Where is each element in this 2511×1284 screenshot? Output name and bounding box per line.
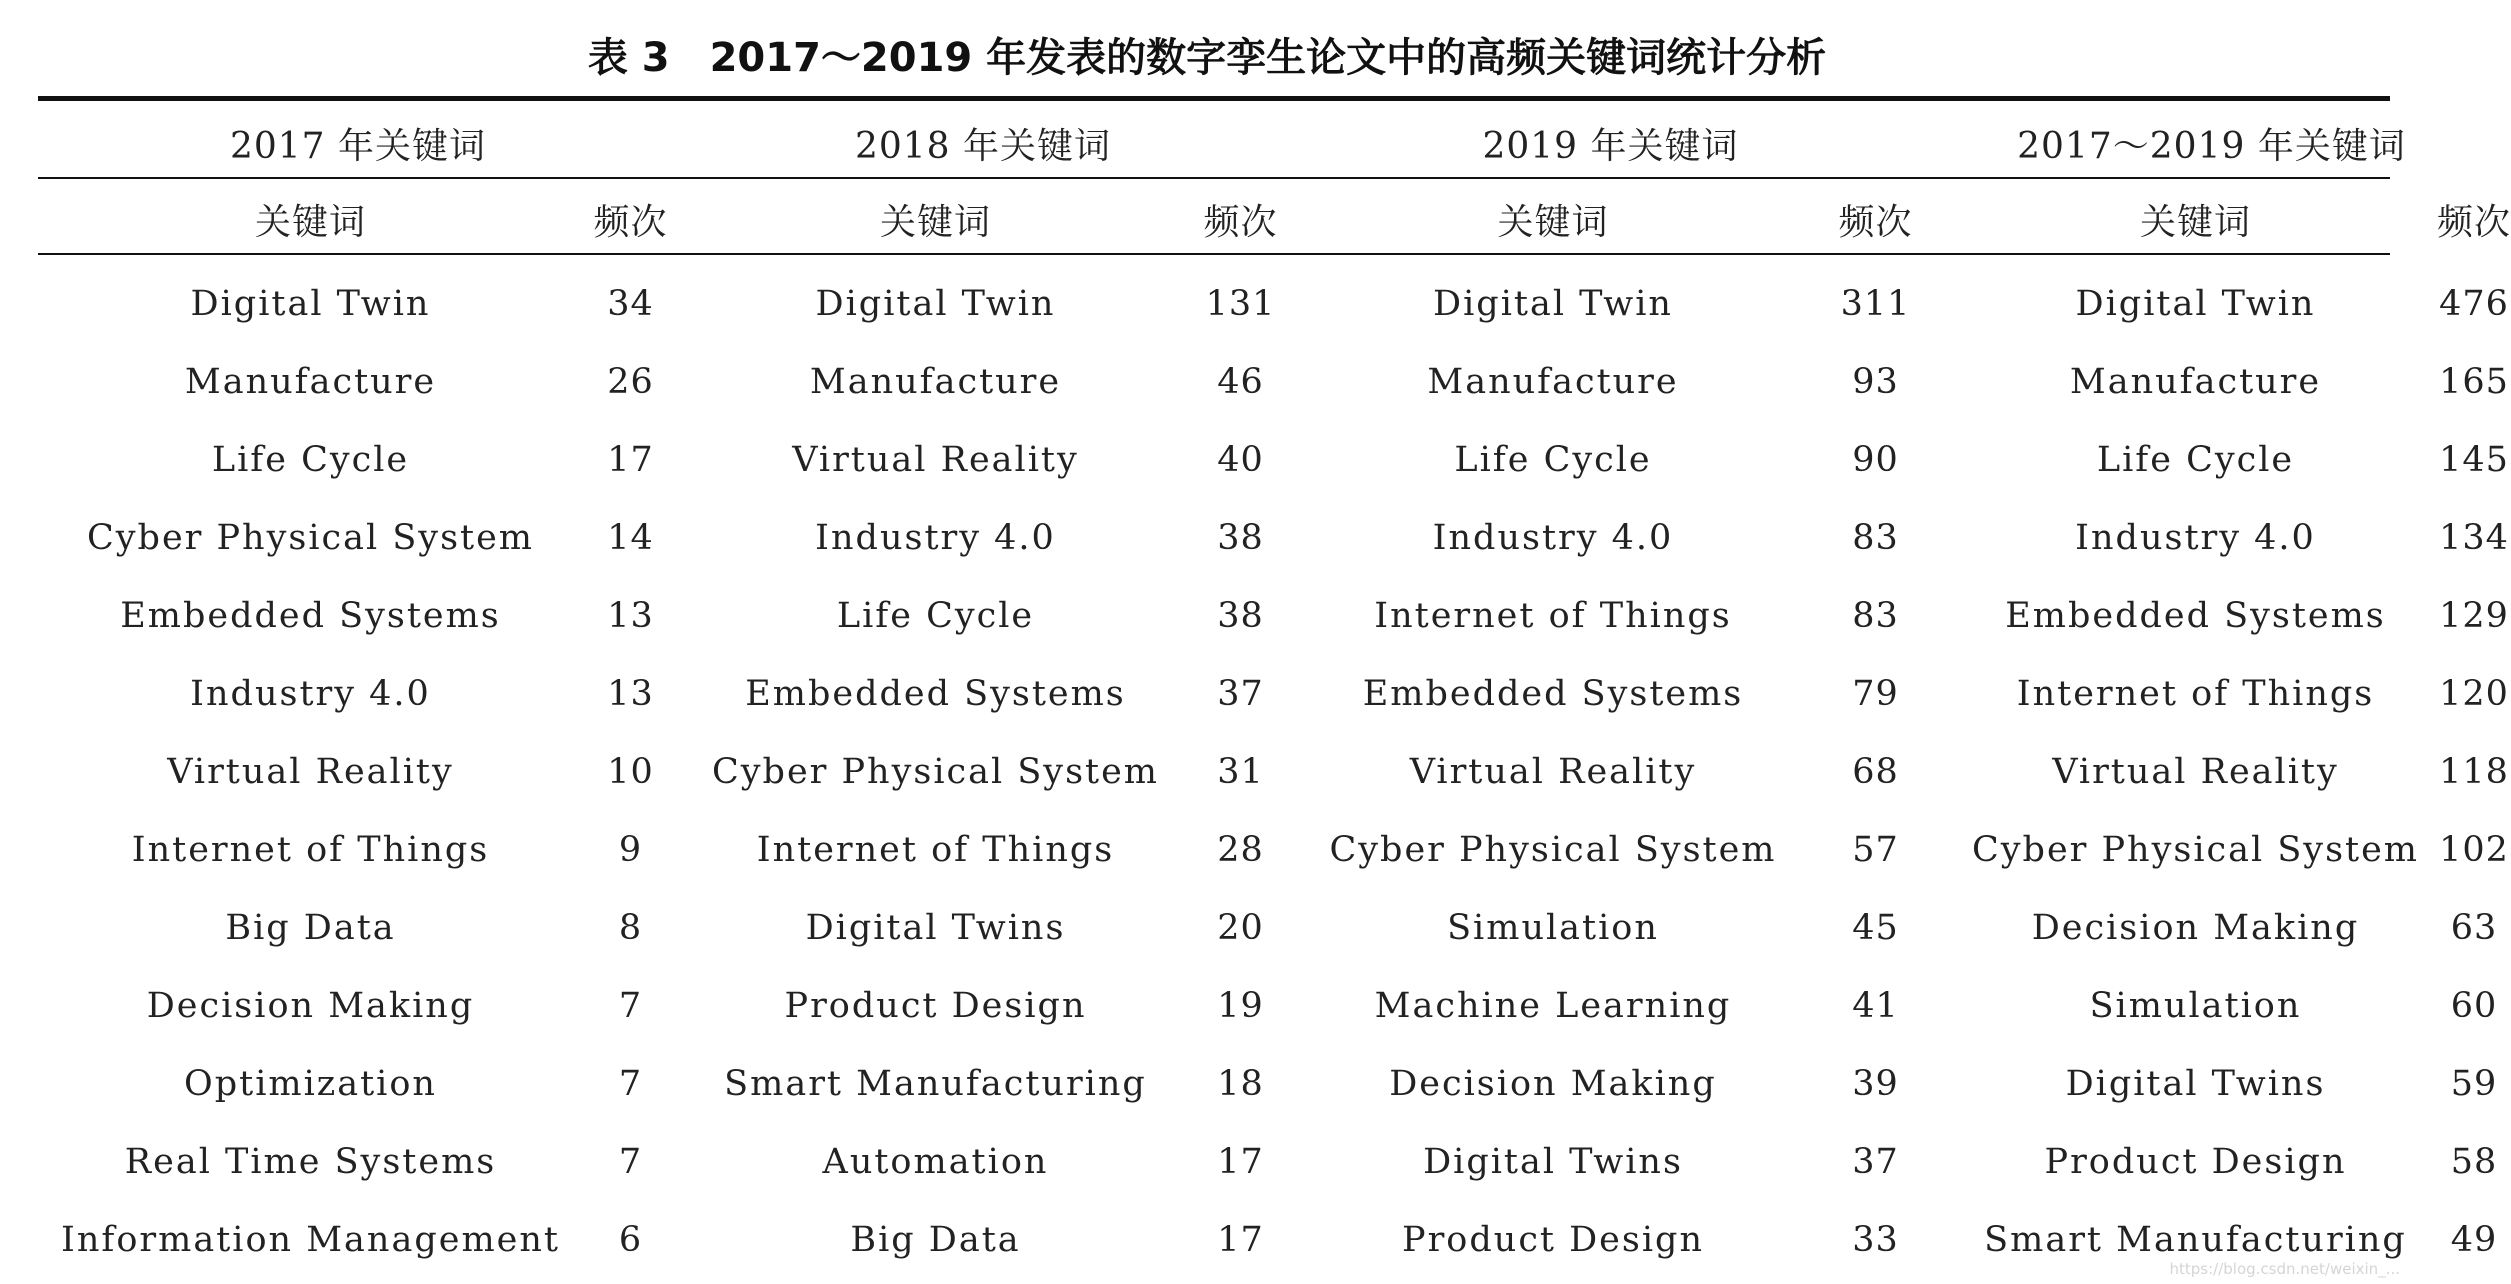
table-cell-keyword: Manufacture — [809, 362, 1062, 402]
table-cell-frequency: 129 — [2439, 596, 2509, 636]
table-cell-keyword: Information Management — [61, 1220, 560, 1260]
table-cell-keyword: Big Data — [850, 1220, 1021, 1260]
year-header-2019: 2019 年关键词 — [1482, 125, 1739, 167]
table-cell-keyword: Life Cycle — [211, 440, 410, 480]
table-cell-keyword: Cyber Physical System — [86, 518, 534, 558]
table-cell-keyword: Digital Twins — [1423, 1142, 1683, 1182]
table-cell-keyword: Virtual Reality — [2052, 752, 2339, 792]
table-cell-frequency: 60 — [2450, 986, 2498, 1026]
table-cell-frequency: 102 — [2439, 830, 2509, 870]
top-rule — [38, 96, 2390, 101]
table-cell-keyword: Smart Manufacturing — [1984, 1220, 2407, 1260]
column-header-keyword: 关键词 — [2139, 201, 2251, 243]
table-cell-keyword: Big Data — [225, 908, 396, 948]
table-cell-keyword: Simulation — [1447, 908, 1659, 948]
table-cell-frequency: 14 — [607, 518, 654, 558]
table-cell-keyword: Virtual Reality — [1409, 752, 1697, 792]
table-cell-keyword: Internet of Things — [131, 830, 490, 870]
table-cell-frequency: 57 — [1852, 830, 1899, 870]
table-cell-frequency: 83 — [1852, 596, 1899, 636]
table-cell-keyword: Digital Twin — [815, 284, 1056, 324]
year-header-2018: 2018 年关键词 — [854, 125, 1112, 167]
header-divider-rule — [38, 177, 2390, 179]
table-cell-keyword: Life Cycle — [1454, 440, 1652, 480]
table-cell-frequency: 17 — [1217, 1220, 1264, 1260]
table-cell-keyword: Embedded Systems — [120, 596, 501, 636]
table-cell-frequency: 79 — [1852, 674, 1899, 714]
column-header-frequency: 频次 — [2437, 201, 2511, 243]
table-cell-keyword: Manufacture — [184, 362, 437, 402]
table-cell-keyword: Digital Twins — [2065, 1064, 2326, 1104]
column-header-row — [38, 186, 2511, 252]
table-cell-keyword: Industry 4.0 — [1432, 518, 1674, 558]
table-cell-frequency: 90 — [1852, 440, 1899, 480]
table-cell-frequency: 134 — [2439, 518, 2509, 558]
table-cell-keyword: Life Cycle — [2096, 440, 2295, 480]
table-cell-frequency: 131 — [1205, 284, 1276, 324]
table-cell-keyword: Life Cycle — [836, 596, 1035, 636]
table-cell-keyword: Machine Learning — [1374, 986, 1732, 1026]
table-cell-frequency: 34 — [607, 284, 654, 324]
table-cell-frequency: 7 — [618, 1064, 643, 1104]
table-cell-frequency: 311 — [1840, 284, 1911, 324]
table-cell-frequency: 83 — [1852, 518, 1899, 558]
table-cell-frequency: 40 — [1217, 440, 1264, 480]
table-cell-frequency: 37 — [1852, 1142, 1899, 1182]
table-cell-frequency: 39 — [1852, 1064, 1899, 1104]
table-cell-keyword: Manufacture — [2069, 362, 2322, 402]
year-header-2017-2019: 2017～2019 年关键词 — [2017, 125, 2406, 167]
year-header-row — [38, 110, 2406, 176]
table-cell-keyword: Industry 4.0 — [190, 674, 431, 714]
table-cell-keyword: Embedded Systems — [2005, 596, 2386, 636]
column-header-frequency: 频次 — [1203, 201, 1278, 243]
table-cell-keyword: Virtual Reality — [792, 440, 1079, 480]
body-divider-rule — [38, 253, 2390, 255]
column-header-keyword: 关键词 — [879, 201, 991, 243]
table-cell-keyword: Embedded Systems — [745, 674, 1126, 714]
table-cell-keyword: Manufacture — [1427, 362, 1679, 402]
table-cell-frequency: 33 — [1852, 1220, 1899, 1260]
column-header-keyword: 关键词 — [1497, 201, 1609, 243]
table-cell-keyword: Product Design — [1402, 1220, 1704, 1260]
table-cell-keyword: Industry 4.0 — [2075, 518, 2316, 558]
table-cell-frequency: 41 — [1852, 986, 1899, 1026]
table-cell-keyword: Digital Twin — [2075, 284, 2316, 324]
column-header-frequency: 频次 — [1838, 201, 1913, 243]
table-cell-frequency: 28 — [1217, 830, 1264, 870]
year-header-2017: 2017 年关键词 — [229, 125, 487, 167]
table-cell-frequency: 38 — [1217, 518, 1264, 558]
table-cell-keyword: Cyber Physical System — [711, 752, 1159, 792]
watermark: https://blog.csdn.net/weixin_... — [2169, 1260, 2400, 1278]
table-cell-frequency: 18 — [1217, 1064, 1264, 1104]
table-cell-frequency: 8 — [618, 908, 643, 948]
table-body — [38, 265, 2509, 1279]
table-title: 表 3 2017～2019 年发表的数字孪生论文中的高频关键词统计分析 — [587, 35, 1827, 81]
table-cell-frequency: 7 — [618, 986, 643, 1026]
table-cell-frequency: 13 — [607, 674, 654, 714]
table-cell-frequency: 63 — [2450, 908, 2498, 948]
table-cell-keyword: Decision Making — [1389, 1064, 1717, 1104]
column-header-frequency: 频次 — [593, 201, 668, 243]
table-cell-keyword: Automation — [822, 1142, 1049, 1182]
table-cell-keyword: Digital Twin — [1433, 284, 1673, 324]
table-cell-frequency: 93 — [1852, 362, 1899, 402]
column-header-keyword: 关键词 — [254, 201, 366, 243]
table-cell-frequency: 59 — [2450, 1064, 2498, 1104]
table-cell-keyword: Internet of Things — [1374, 596, 1732, 636]
table-cell-frequency: 20 — [1217, 908, 1264, 948]
table-cell-frequency: 17 — [1217, 1142, 1264, 1182]
table-cell-frequency: 145 — [2439, 440, 2509, 480]
table-cell-frequency: 476 — [2439, 284, 2509, 324]
table-cell-keyword: Cyber Physical System — [1329, 830, 1777, 870]
table-cell-frequency: 165 — [2439, 362, 2509, 402]
table-cell-keyword: Smart Manufacturing — [724, 1064, 1147, 1104]
table-cell-frequency: 68 — [1852, 752, 1899, 792]
table-cell-frequency: 26 — [607, 362, 654, 402]
table-cell-frequency: 37 — [1217, 674, 1264, 714]
table-cell-frequency: 49 — [2450, 1220, 2498, 1260]
table-cell-frequency: 38 — [1217, 596, 1264, 636]
table-cell-keyword: Decision Making — [2031, 908, 2360, 948]
table-cell-keyword: Product Design — [2044, 1142, 2347, 1182]
table-cell-keyword: Decision Making — [146, 986, 475, 1026]
table-cell-keyword: Internet of Things — [2016, 674, 2375, 714]
table-cell-keyword: Internet of Things — [756, 830, 1115, 870]
table-cell-keyword: Optimization — [184, 1064, 437, 1104]
table-cell-frequency: 17 — [607, 440, 654, 480]
table-cell-frequency: 31 — [1217, 752, 1264, 792]
table-cell-frequency: 9 — [618, 830, 643, 870]
table-cell-keyword: Digital Twin — [190, 284, 431, 324]
table-cell-frequency: 45 — [1852, 908, 1899, 948]
table-cell-frequency: 10 — [607, 752, 654, 792]
table-cell-frequency: 118 — [2439, 752, 2509, 792]
table-cell-frequency: 120 — [2439, 674, 2509, 714]
table-cell-frequency: 6 — [618, 1220, 643, 1260]
table-cell-keyword: Cyber Physical System — [1971, 830, 2419, 870]
table-cell-frequency: 46 — [1217, 362, 1264, 402]
table-cell-keyword: Product Design — [784, 986, 1087, 1026]
table-cell-keyword: Embedded Systems — [1362, 674, 1744, 714]
table-cell-frequency: 7 — [618, 1142, 643, 1182]
table-cell-keyword: Real Time Systems — [124, 1142, 497, 1182]
table-cell-frequency: 58 — [2450, 1142, 2498, 1182]
table-cell-keyword: Digital Twins — [805, 908, 1066, 948]
table-cell-keyword: Industry 4.0 — [815, 518, 1056, 558]
table-cell-keyword: Simulation — [2089, 986, 2302, 1026]
table-cell-frequency: 19 — [1217, 986, 1264, 1026]
table-cell-keyword: Virtual Reality — [167, 752, 454, 792]
table-cell-frequency: 13 — [607, 596, 654, 636]
